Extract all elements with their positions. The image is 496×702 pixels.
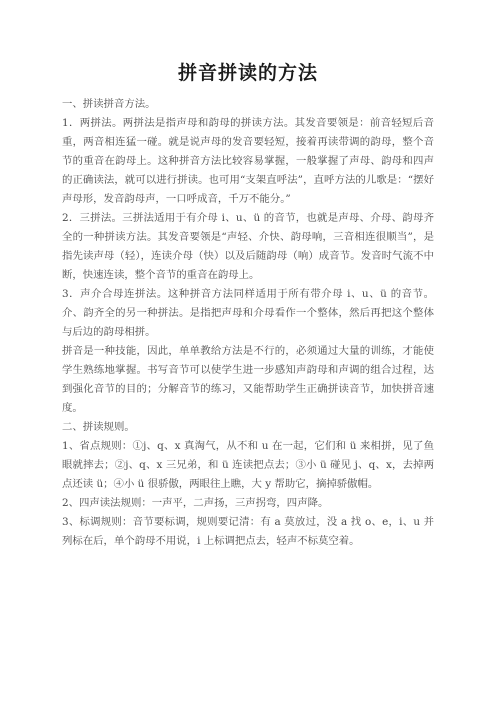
section-heading-rules: 二、拼读规则。 — [62, 421, 135, 433]
document-title: 拼音拼读的方法 — [177, 62, 318, 84]
paragraph-two-spelling: 1．两拼法。两拼法是指声母和韵母的拼读方法。其发音要领是：前音轻短后音重，两音相连猛一碰。就是说声母的发音要轻短，接着再读带调的韵母，整个音节的重音在韵母上。这种拼音方法比较容易掌握，一般掌握了声母、韵母和四声的正确读法，就可以进行拼读。也可用“支架直呼法”，直呼方法的儿歌是：“摆好声母形，发音韵母声，一口呼成音，千万不能分。” — [62, 117, 434, 205]
paragraph-three-spelling: 2．三拼法。三拼法适用于有介母 i、u、ü 的音节，也就是声母、介母、韵母齐全的一种拼读方法。其发音要领是“声轻、介快、韵母响，三音相连很顺当”，是指先读声母（轻），连读介母（快）以及后随韵母（响）成音节。发音时气流不中断，快速连读，整个音节的重音在韵母上。 — [62, 212, 434, 281]
rule-dot-omission: 1、省点规则：①j、q、x 真淘气，从不和 u 在一起，它们和 ü 来相拼，见了鱼眼就摔去；②j、q、x 三兄弟，和 ü 连读把点去；③小 ü 碰见 j、q、x，去掉两点还读 ü；④小 ü 很骄傲，两眼往上瞧，大 y 帮助它，摘掉骄傲帽。 — [62, 440, 434, 490]
paragraph-skill-practice: 拼音是一种技能，因此，单单教给方法是不行的，必须通过大量的训练，才能使学生熟练地掌握。书写音节可以使学生进一步感知声韵母和声调的组合过程，达到强化音节的目的；分解音节的练习，又能帮助学生正确拼读音节，加快拼音速度。 — [62, 345, 434, 414]
document-page — [62, 60, 434, 551]
section-heading-methods: 一、拼读拼音方法。 — [62, 98, 156, 110]
rule-four-tones: 2、四声读法规则：一声平，二声扬，三声拐弯，四声降。 — [62, 497, 329, 509]
rule-tone-marking: 3、标调规则：音节要标调，规则要记清：有 a 莫放过，没 a 找 o、e，i、u 并列标在后，单个韵母不用说，i 上标调把点去，轻声不标莫空着。 — [62, 516, 434, 547]
paragraph-combined-spelling: 3．声介合母连拼法。这种拼音方法同样适用于所有带介母 i、u、ü 的音节。介、韵齐全的另一种拼法。是指把声母和介母看作一个整体，然后再把这个整体与后边的韵母相拼。 — [62, 288, 434, 338]
